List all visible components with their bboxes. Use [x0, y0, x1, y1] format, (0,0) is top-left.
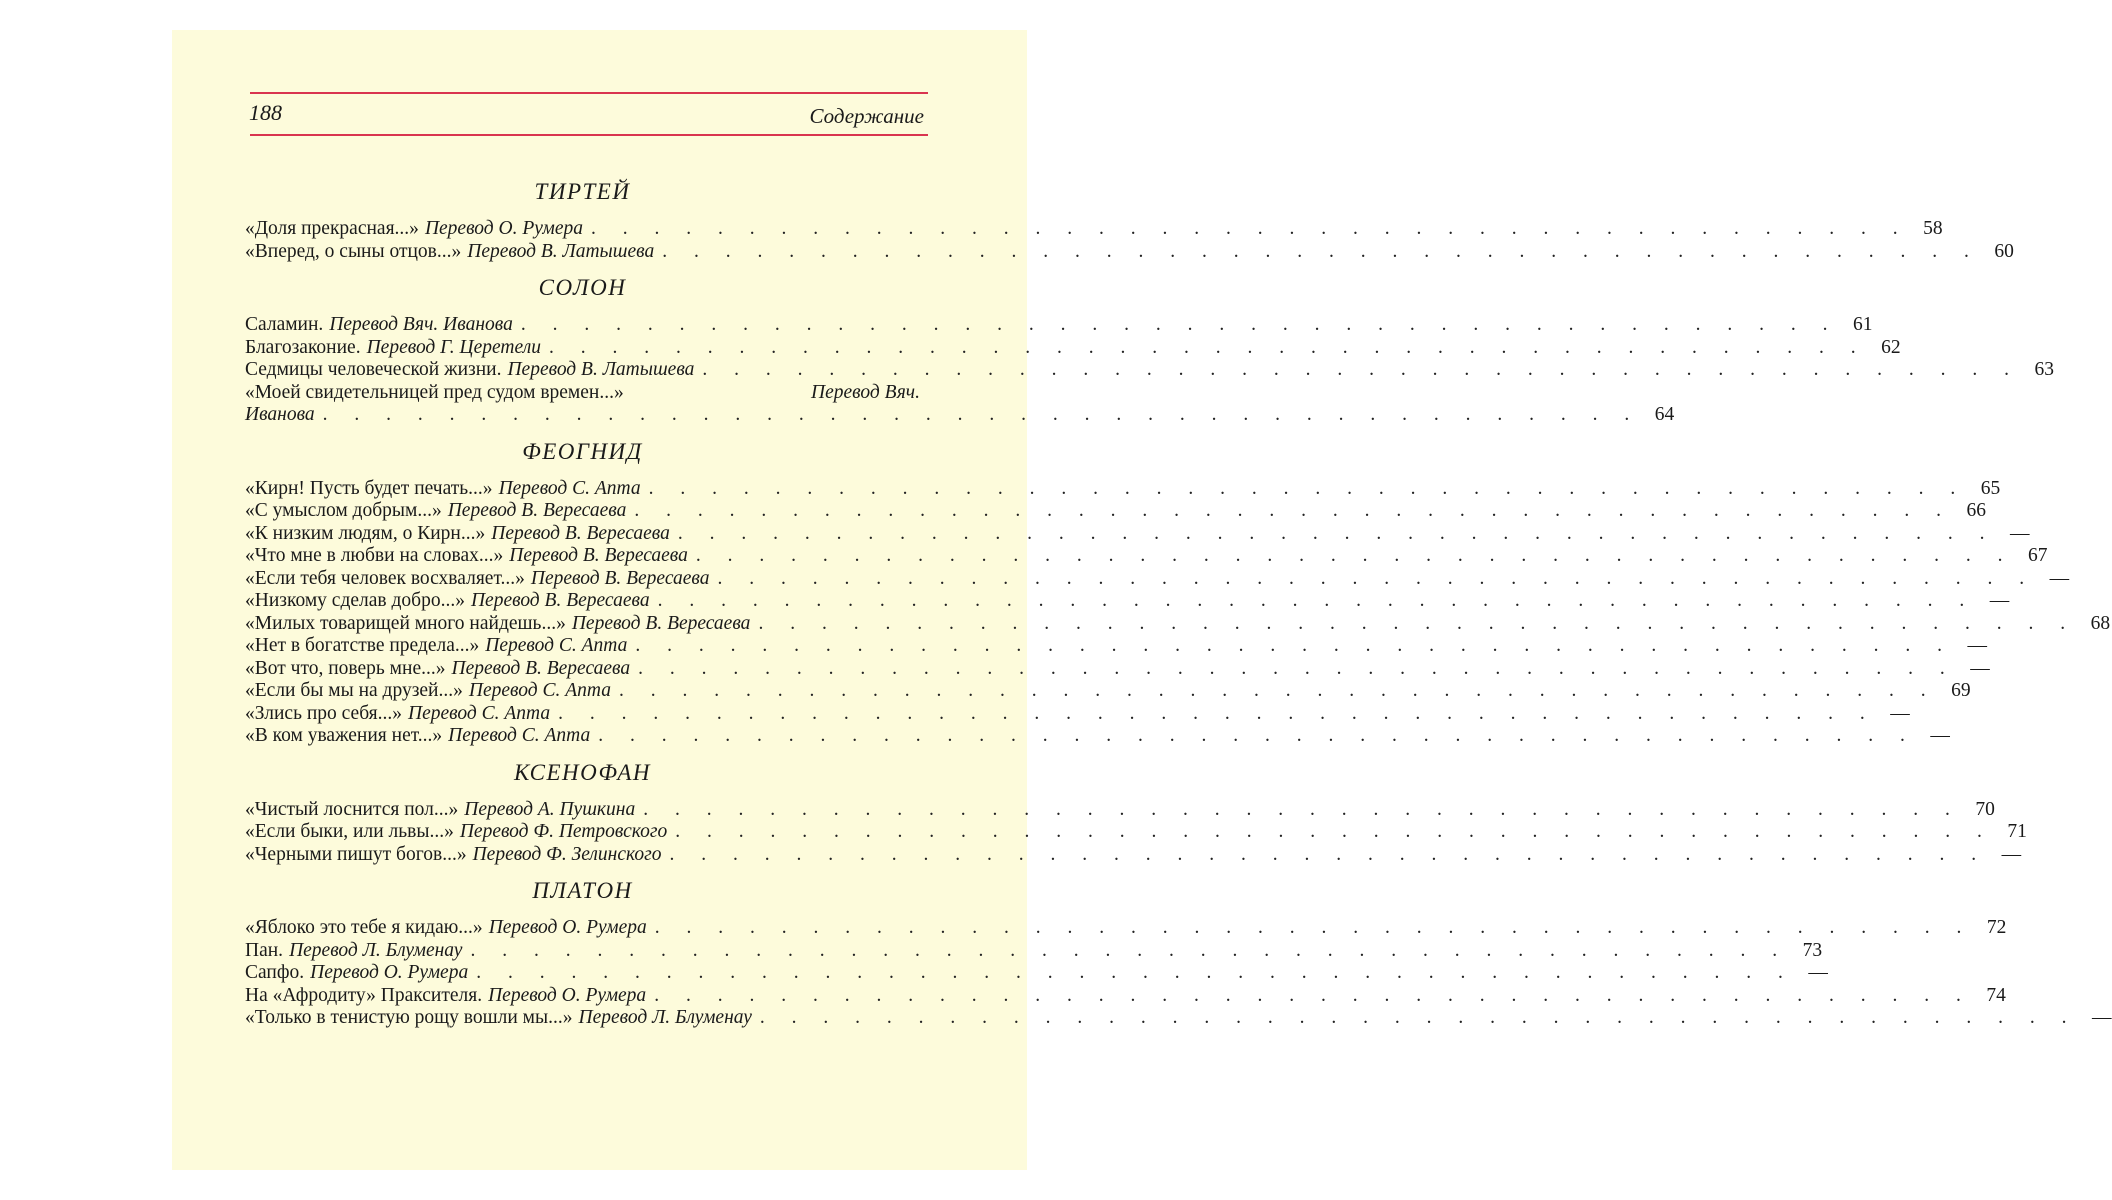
entry-page: 70: [1975, 798, 1995, 820]
entry-translator: Перевод Вяч.: [811, 381, 920, 403]
entry-translator: Иванова: [245, 404, 315, 425]
entry-title: Саламин.: [245, 314, 324, 335]
entry-page: 72: [1986, 917, 2007, 938]
toc-entry: [245, 404, 1675, 427]
entry-title: «Милых товарищей много найдешь...»: [245, 612, 566, 634]
dot-leaders: . . . . . . . . . . . . . . . . . . . . . . . . . . . . . . . . . . . . . . . . . .: [758, 612, 2077, 634]
entry-translator: Перевод С. Апта: [408, 702, 551, 724]
dot-leaders: . . . . . . . . . . . . . . . . . . . . . . . . . . . . . . . . . . . . . . . . . .: [635, 635, 1953, 656]
entry-translator: Перевод Ф. Петровского: [459, 821, 668, 842]
toc-entry: [245, 917, 2007, 940]
entry-page: —: [2092, 1007, 2112, 1028]
entry-translator: Перевод В. Вересаева: [571, 612, 751, 634]
entry-translator: Перевод В. Вересаева: [470, 590, 650, 611]
toc-entry: [245, 590, 2010, 613]
entry-title: «Что мне в любви на словах...»: [245, 545, 504, 566]
entry-title: «Если быки, или львы...»: [245, 821, 454, 842]
dot-leaders: . . . . . . . . . . . . . . . . . . . . . . . . . . . . . . . . . . . . . . . . . .: [643, 798, 1961, 820]
entry-page: —: [2009, 522, 2030, 544]
entry-page: 67: [2028, 545, 2048, 566]
entry-page: 65: [1980, 477, 2001, 499]
dot-leaders: . . . . . . . . . . . . . . . . . . . . . . . . . . . . . . . . . . . . . . . . . .: [476, 962, 1794, 983]
dot-leaders: . . . . . . . . . . . . . . . . . . . . . . . . . . . . . . . . . . . . . . . . . .: [654, 917, 1973, 938]
dot-leaders: . . . . . . . . . . . . . . . . . . . . . . . . . . . . . . . . . . . . . . . . . .: [548, 336, 1867, 358]
toc-entry: [245, 359, 2055, 382]
entry-page: 69: [1951, 680, 1971, 701]
entry-title: «Если бы мы на друзей...»: [245, 680, 463, 701]
toc-entry: [245, 567, 2070, 591]
dot-leaders: . . . . . . . . . . . . . . . . . . . . . . . . . . . . . . . . . . . . . . . . . .: [638, 657, 1956, 679]
entry-title: На «Афродиту» Праксителя.: [245, 984, 483, 1006]
dot-leaders: . . . . . . . . . . . . . . . . . . . . . . . . . . . . . . . . . . . . . . . . . .: [657, 590, 1976, 611]
entry-title: «Моей свидетельницей пред судом времен...»: [245, 381, 624, 403]
entry-title: «В ком уважения нет...»: [245, 725, 443, 746]
toc-section: [245, 875, 2112, 1030]
dot-leaders: . . . . . . . . . . . . . . . . . . . . . . . . . . . . . . . . . . . . . . . . . .: [677, 522, 1996, 544]
dot-leaders: . . . . . . . . . . . . . . . . . . . . . . . . . . . . . . . . . . . . . . . . . .: [648, 477, 1967, 499]
entry-translator: Перевод Г. Церетели: [366, 336, 541, 358]
dot-leaders: . . . . . . . . . . . . . . . . . . . . . . . . . . . . . . . . . . . . . . . . . .: [717, 567, 2036, 589]
entry-translator: Перевод А. Пушкина: [464, 798, 636, 820]
entry-title: «Кирн! Пусть будет печать...»: [245, 477, 493, 499]
entry-translator: Перевод В. Вересаева: [451, 657, 631, 679]
entry-title: «Вперед, о сыны отцов...»: [245, 240, 462, 262]
entry-page: 66: [1966, 500, 1986, 521]
toc-entry: [245, 680, 1971, 703]
entry-translator: Перевод О. Румера: [488, 984, 647, 1006]
entry-title: «К низким людям, о Кирн...»: [245, 522, 486, 544]
toc-entry: [245, 1007, 2112, 1030]
entry-translator: Перевод В. Латышева: [467, 240, 655, 262]
entry-title: «С умыслом добрым...»: [245, 500, 442, 521]
entry-translator: Перевод В. Вересаева: [447, 500, 627, 521]
entry-translator: Перевод О. Румера: [310, 962, 469, 983]
dot-leaders: . . . . . . . . . . . . . . . . . . . . . . . . . . . . . . . . . . . . . . . . . .: [618, 680, 1937, 701]
page-number: 188: [249, 100, 282, 125]
section-heading: ФЕОГНИД: [522, 438, 643, 464]
section-heading: ПЛАТОН: [532, 878, 633, 903]
entry-page: 71: [2007, 821, 2027, 842]
toc-entry: [245, 798, 1995, 822]
entry-page: 73: [1802, 939, 1823, 961]
entry-page: —: [2049, 567, 2070, 589]
toc-section: [245, 757, 2027, 867]
toc-entry: [245, 843, 2022, 867]
toc-entry: [245, 477, 2001, 501]
dot-leaders: . . . . . . . . . . . . . . . . . . . . . . . . . . . . . . . . . . . . . . . . . .: [322, 404, 1641, 425]
entry-translator: Перевод С. Апта: [498, 477, 641, 499]
toc-section: [245, 176, 2014, 263]
dot-leaders: . . . . . . . . . . . . . . . . . . . . . . . . . . . . . . . . . . . . . . . . . .: [558, 702, 1876, 724]
running-title: Содержание: [809, 104, 924, 128]
dot-leaders: . . . . . . . . . . . . . . . . . . . . . . . . . . . . . . . . . . . . . . . . . .: [470, 939, 1789, 961]
dot-leaders: . . . . . . . . . . . . . . . . . . . . . . . . . . . . . . . . . . . . . . . . . .: [591, 218, 1909, 239]
dot-leaders: . . . . . . . . . . . . . . . . . . . . . . . . . . . . . . . . . . . . . . . . . .: [662, 240, 1980, 262]
toc-entry: [245, 702, 1910, 726]
entry-page: 62: [1881, 336, 1901, 358]
entry-title: «Злись про себя...»: [245, 702, 402, 724]
dot-leaders: . . . . . . . . . . . . . . . . . . . . . . . . . . . . . . . . . . . . . . . . . .: [598, 725, 1916, 746]
entry-translator: Перевод О. Румера: [488, 917, 647, 938]
toc-entry: [245, 240, 2014, 264]
toc-entry: [245, 336, 1901, 360]
entry-page: 68: [2090, 612, 2111, 634]
entry-title: «Чистый лоснится пол...»: [245, 798, 459, 820]
entry-translator: Перевод В. Латышева: [507, 359, 695, 380]
entry-translator: Перевод В. Вересаева: [491, 522, 670, 544]
toc-entry: [245, 657, 1990, 681]
toc-entry: [245, 821, 2027, 844]
header-top-rule: [250, 92, 928, 94]
table-of-contents: [245, 176, 2112, 1039]
entry-translator: Перевод В. Вересаева: [509, 545, 688, 566]
entry-page: —: [1967, 635, 1987, 656]
section-heading: ТИРТЕЙ: [534, 179, 631, 204]
header-bottom-rule: [250, 134, 928, 136]
entry-title: «Низкому сделав добро...»: [245, 590, 465, 611]
dot-leaders: . . . . . . . . . . . . . . . . . . . . . . . . . . . . . . . . . . . . . . . . . .: [695, 545, 2014, 566]
entry-page: —: [1930, 725, 1950, 746]
entry-page: 74: [1986, 984, 2006, 1006]
entry-page: 58: [1923, 218, 1943, 239]
dot-leaders: . . . . . . . . . . . . . . . . . . . . . . . . . . . . . . . . . . . . . . . . . .: [702, 359, 2021, 380]
toc-section: [245, 272, 2055, 427]
entry-title: «Яблоко это тебе я кидаю...»: [245, 917, 483, 938]
toc-entry: [245, 545, 2048, 568]
entry-translator: Перевод Вяч. Иванова: [329, 314, 513, 335]
toc-entry: [245, 984, 2006, 1008]
toc-entry: [245, 500, 1986, 523]
entry-page: 63: [2034, 359, 2055, 380]
entry-translator: Перевод С. Апта: [468, 680, 611, 701]
entry-title: «Доля прекрасная...»: [245, 218, 419, 239]
toc-entry: [245, 962, 1828, 985]
toc-entry: [245, 939, 1823, 963]
toc-entry: [245, 218, 1943, 241]
entry-translator: Перевод С. Апта: [448, 725, 591, 746]
entry-page: —: [1890, 702, 1910, 724]
entry-page: —: [2001, 843, 2022, 865]
entry-translator: Перевод О. Румера: [424, 218, 584, 239]
toc-entry: [245, 612, 2111, 636]
entry-translator: Перевод С. Апта: [485, 635, 628, 656]
dot-leaders: . . . . . . . . . . . . . . . . . . . . . . . . . . . . . . . . . . . . . . . . . .: [654, 984, 1972, 1006]
entry-title: Пан.: [245, 939, 284, 961]
entry-translator: Перевод Ф. Зелинского: [472, 843, 662, 865]
section-heading: СОЛОН: [538, 275, 627, 300]
toc-entry: [245, 522, 2030, 546]
entry-translator: Перевод Л. Блуменау: [289, 939, 463, 961]
entry-title: «Нет в богатстве предела...»: [245, 635, 480, 656]
dot-leaders: . . . . . . . . . . . . . . . . . . . . . . . . . . . . . . . . . . . . . . . . . .: [675, 821, 1993, 842]
section-heading: КСЕНОФАН: [513, 759, 652, 785]
toc-entry: [245, 725, 1950, 748]
toc-section: [245, 436, 2111, 748]
toc-entry: [245, 635, 1987, 658]
toc-entry-line: [245, 382, 920, 405]
dot-leaders: . . . . . . . . . . . . . . . . . . . . . . . . . . . . . . . . . . . . . . . . . .: [759, 1007, 2078, 1028]
dot-leaders: . . . . . . . . . . . . . . . . . . . . . . . . . . . . . . . . . . . . . . . . . .: [520, 314, 1839, 335]
entry-page: —: [1970, 657, 1990, 679]
entry-title: Благозаконие.: [245, 336, 361, 358]
entry-title: «Черными пишут богов...»: [245, 843, 467, 865]
entry-translator: Перевод В. Вересаева: [530, 567, 710, 589]
dot-leaders: . . . . . . . . . . . . . . . . . . . . . . . . . . . . . . . . . . . . . . . . . .: [669, 843, 1988, 865]
entry-title: Сапфо.: [245, 962, 305, 983]
dot-leaders: . . . . . . . . . . . . . . . . . . . . . . . . . . . . . . . . . . . . . . . . . .: [634, 500, 1952, 521]
entry-page: 64: [1654, 404, 1675, 425]
entry-page: —: [1808, 962, 1828, 983]
entry-title: «Если тебя человек восхваляет...»: [245, 567, 525, 589]
entry-title: Седмицы человеческой жизни.: [245, 359, 502, 380]
entry-page: —: [1989, 590, 2010, 611]
entry-page: 60: [1994, 240, 2014, 262]
entry-translator: Перевод Л. Блуменау: [578, 1007, 752, 1028]
entry-page: 61: [1852, 314, 1873, 335]
entry-title: «Вот что, поверь мне...»: [245, 657, 446, 679]
toc-entry: [245, 314, 1873, 337]
entry-title: «Только в тенистую рощу вошли мы...»: [245, 1007, 573, 1028]
